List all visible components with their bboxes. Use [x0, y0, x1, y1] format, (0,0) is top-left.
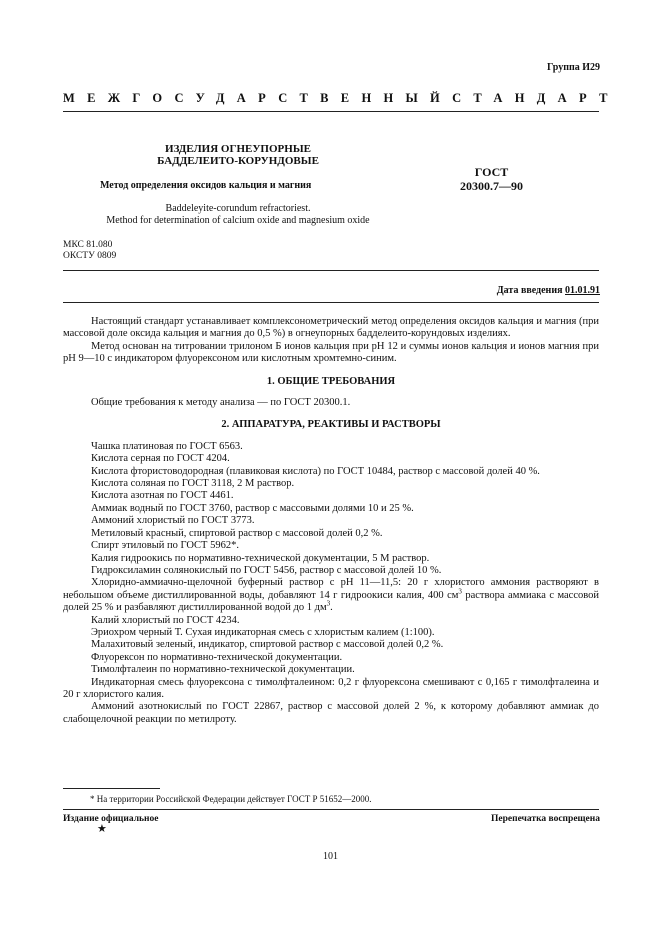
buffer-sup-2: 3 [326, 599, 331, 608]
title-block-rule [63, 270, 599, 271]
reagent-item: Метиловый красный, спиртовой раствор с массовой долей 0,2 %. [91, 527, 383, 539]
intro-paragraph-1: Настоящий стандарт устанавливает комплексонометрический метод определения оксидов кальция и магния (при массовой доле оксида кальция и магния до 0,5 %) в огнеупорных бадделеито-корундовых изделиях. [63, 316, 599, 340]
section-2-heading: 2. АППАРАТУРА, РЕАКТИВЫ И РАСТВОРЫ [221, 419, 441, 431]
okstu-code: ОКСТУ 0809 [63, 251, 117, 261]
reagent-item: Кислота азотная по ГОСТ 4461. [91, 490, 234, 502]
reagent-item: Кислота соляная по ГОСТ 3118, 2 М раствор. [91, 478, 295, 490]
intro-paragraph-2: Метод основан на титровании трилоном Б ионов кальция при pH 12 и суммы ионов кальция и ионов магния при pH 9—10 с индикатором флуорексоном или кислотным хромтемно-синим. [63, 340, 599, 365]
reagent-item: Гидроксиламин солянокислый по ГОСТ 5456, раствор с массовой долей 10 %. [91, 564, 442, 576]
reagent-item: Калий хлористый по ГОСТ 4234. [91, 614, 240, 626]
gost-label: ГОСТ [474, 165, 509, 179]
reagent-item: Чашка платиновая по ГОСТ 6563. [91, 440, 243, 452]
star-icon: ★ [97, 823, 107, 835]
footer-rule [63, 809, 599, 810]
document-subtitle: Метод определения оксидов кальция и магния [100, 180, 312, 191]
reagent-item: Малахитовый зеленый, индикатор, спиртовой раствор с массовой долей 0,2 %. [91, 639, 444, 651]
standard-banner [63, 91, 620, 106]
page-number: 101 [323, 851, 338, 862]
section-1-heading: 1. ОБЩИЕ ТРЕБОВАНИЯ [266, 375, 396, 387]
title-line-1: ИЗДЕЛИЯ ОГНЕУПОРНЫЕ [165, 143, 311, 155]
english-title [63, 203, 413, 227]
buffer-text-1: Хлоридно-аммиачно-щелочной буферный раствор с pH 11—11,5: 20 г хлористого аммония растворяют в небольшом объеме дистиллированной воды, добавляют 14 г гидроокиси калия, 400 см [63, 577, 599, 601]
english-title-line-2: Method for determination of calcium oxide and magnesium oxide [106, 215, 370, 226]
reagent-item: Спирт этиловый по ГОСТ 5962*. [91, 540, 239, 552]
mks-code: МКС 81.080 [63, 240, 113, 250]
group-label: Группа И29 [547, 62, 600, 73]
document-body [63, 316, 599, 726]
reagent-item: Эриохром черный Т. Сухая индикаторная смесь с хлористым калием (1:100). [91, 626, 435, 638]
date-rule [63, 302, 599, 303]
reagent-item: Кислота фтористоводородная (плавиковая кислота) по ГОСТ 10484, раствор с массовой долей 40 %. [91, 465, 540, 477]
banner-word-standard: СТАНДАРТ [452, 91, 620, 105]
footnote-rule [63, 788, 160, 789]
english-title-line-1: Baddeleyite-corundum refractoriest. [165, 203, 311, 214]
title-line-2: БАДДЕЛЕИТО-КОРУНДОВЫЕ [157, 155, 319, 167]
introduction-date [497, 285, 600, 296]
date-label: Дата введения [496, 285, 563, 296]
reagent-item: Флуорексон по нормативно-технической документации. [91, 651, 343, 663]
classification-codes [63, 240, 116, 262]
reagent-item: Калия гидроокись по нормативно-технической документации, 5 М раствор. [91, 552, 430, 564]
reagent-item: Аммиак водный по ГОСТ 3760, раствор с массовыми долями 10 и 25 %. [91, 502, 414, 514]
reprint-prohibited-label: Перепечатка воспрещена [490, 814, 600, 824]
reagent-item: Аммоний хлористый по ГОСТ 3773. [91, 515, 255, 527]
reagent-item: Кислота серная по ГОСТ 4204. [91, 453, 230, 465]
buffer-text-2: раствора аммиака с массовой долей 25 % и разбавляют дистиллированной водой до 1 дм [63, 589, 599, 614]
header-rule [63, 111, 599, 112]
buffer-solution-item [63, 577, 599, 614]
gost-designation [460, 165, 523, 193]
section-1-text: Общие требования к методу анализа — по ГОСТ 20300.1. [91, 397, 351, 409]
document-title [118, 143, 358, 167]
banner-word-interstate: МЕЖГОСУДАРСТВЕННЫЙ [63, 91, 453, 105]
reagent-item: Тимолфталеин по нормативно-технической документации. [91, 664, 355, 676]
date-value: 01.01.91 [565, 285, 600, 296]
buffer-text-3: . [330, 602, 333, 614]
buffer-sup-1: 3 [458, 587, 462, 596]
reagent-item: Индикаторная смесь флуорексона с тимолфталеином: 0,2 г флуорексона смешивают с 0,165 г тимолфталеина и 20 г хлористого калия. [63, 676, 599, 700]
reagent-item: Аммоний азотнокислый по ГОСТ 22867, раствор с массовой долей 2 %, к которому добавляют аммиак до слабощелочной реакции по метилроту. [63, 701, 599, 725]
gost-number: 20300.7—90 [460, 179, 523, 193]
official-edition-label: Издание официальное [63, 814, 159, 824]
footnote: * На территории Российской Федерации действует ГОСТ Р 51652—2000. [90, 794, 372, 804]
